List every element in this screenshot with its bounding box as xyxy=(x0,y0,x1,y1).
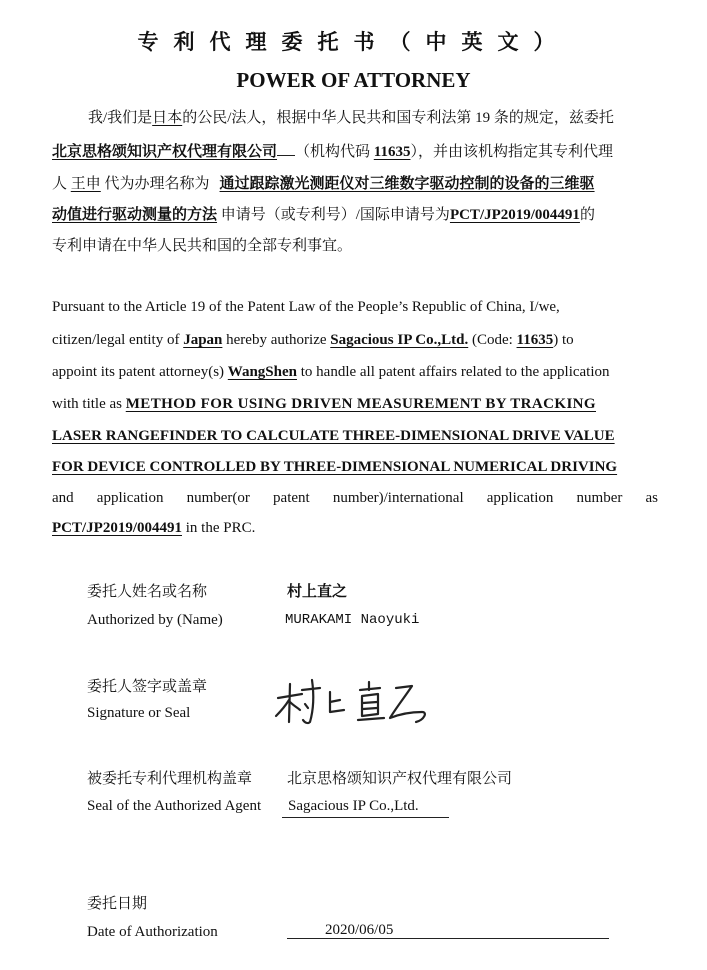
cn-text: 我/我们是 xyxy=(88,110,153,126)
date-label-cn: 委托日期 xyxy=(87,896,148,912)
cn-line-5: 专利申请在中华人民共和国的全部专利事宜。 xyxy=(52,238,353,254)
cn-attorney: 王申 xyxy=(70,176,101,192)
en-invention-title-part3: FOR DEVICE CONTROLLED BY THREE-DIMENSIONAL NUMERICAL DRIVING xyxy=(52,459,618,475)
cn-line-3 xyxy=(52,174,595,194)
seal-label-en: Seal of the Authorized Agent xyxy=(87,798,262,814)
cn-invention-title-part2: 动值进行驱动测量的方法 xyxy=(52,207,218,223)
signature-label-en: Signature or Seal xyxy=(87,705,191,721)
en-line-8: and application number(or patent number)/international application number as xyxy=(52,490,658,506)
cn-text: 的 xyxy=(579,207,595,223)
cn-invention-title-part1: 通过跟踪激光测距仪对三维数字驱动控制的设备的三维驱 xyxy=(219,176,595,192)
signature-label-cn: 委托人签字或盖章 xyxy=(87,679,208,695)
title-chinese: 专利代理委托书（中英文） xyxy=(137,30,570,54)
en-line-4 xyxy=(52,394,596,414)
cn-agency: 北京思格颂知识产权代理有限公司 xyxy=(52,144,278,160)
en-application-number: PCT/JP2019/004491 xyxy=(52,520,182,536)
en-agency: Sagacious IP Co.,Ltd. xyxy=(330,332,469,348)
cn-text: （机构代码 xyxy=(295,144,374,160)
en-text: in the PRC. xyxy=(182,520,256,536)
authorized-value-cn: 村上直之 xyxy=(287,584,348,600)
en-text: to handle all patent affairs related to the application xyxy=(297,364,610,380)
en-text: (Code: xyxy=(468,332,517,348)
handwritten-signature xyxy=(272,676,432,728)
cn-text: 的公民/法人，根据中华人民共和国专利法第 19 条的规定，兹委托 xyxy=(182,110,614,126)
en-line-5 xyxy=(52,426,615,446)
seal-value-cn: 北京思格颂知识产权代理有限公司 xyxy=(287,771,513,787)
en-text: with title as xyxy=(52,396,126,412)
en-invention-title-part1: METHOD FOR USING DRIVEN MEASUREMENT BY TRACKING xyxy=(125,396,596,412)
en-text: hereby authorize xyxy=(222,332,331,348)
cn-text: ），并由该机构指定其专利代理 xyxy=(410,144,613,160)
en-line-9 xyxy=(52,518,255,538)
seal-label-cn: 被委托专利代理机构盖章 xyxy=(87,771,253,787)
authorized-value-en: MURAKAMI Naoyuki xyxy=(285,612,420,628)
cn-line-2 xyxy=(52,141,613,162)
seal-value-en: Sagacious IP Co.,Ltd. xyxy=(282,798,449,818)
en-line-3 xyxy=(52,362,610,382)
cn-text: 代为办理名称为 xyxy=(100,176,210,192)
en-invention-title-part2: LASER RANGEFINDER TO CALCULATE THREE-DIMENSIONAL DRIVE VALUE xyxy=(52,428,615,444)
en-text: appoint its patent attorney(s) xyxy=(52,364,228,380)
authorized-label-en: Authorized by (Name) xyxy=(87,612,223,628)
cn-line-1 xyxy=(88,108,614,128)
en-text: ) to xyxy=(553,332,574,348)
date-line xyxy=(287,922,609,939)
en-line-1: Pursuant to the Article 19 of the Patent Law of the People’s Republic of China, I/we, xyxy=(52,299,560,315)
en-attorney: WangShen xyxy=(227,364,297,380)
cn-application-number: PCT/JP2019/004491 xyxy=(449,207,580,223)
en-text: citizen/legal entity of xyxy=(52,332,184,348)
date-value: 2020/06/05 xyxy=(325,922,394,938)
en-country: Japan xyxy=(183,332,223,348)
en-line-2 xyxy=(52,330,574,350)
cn-country: 日本 xyxy=(152,110,183,126)
cn-code: 11635 xyxy=(373,144,411,160)
authorized-label-cn: 委托人姓名或名称 xyxy=(87,584,208,600)
cn-text: 申请号（或专利号）/国际申请号为 xyxy=(217,207,450,223)
title-english: POWER OF ATTORNEY xyxy=(236,68,471,92)
en-code: 11635 xyxy=(516,332,554,348)
en-line-6 xyxy=(52,457,617,477)
cn-line-4 xyxy=(52,205,595,225)
cn-text: 人 xyxy=(52,176,71,192)
date-label-en: Date of Authorization xyxy=(87,924,218,940)
